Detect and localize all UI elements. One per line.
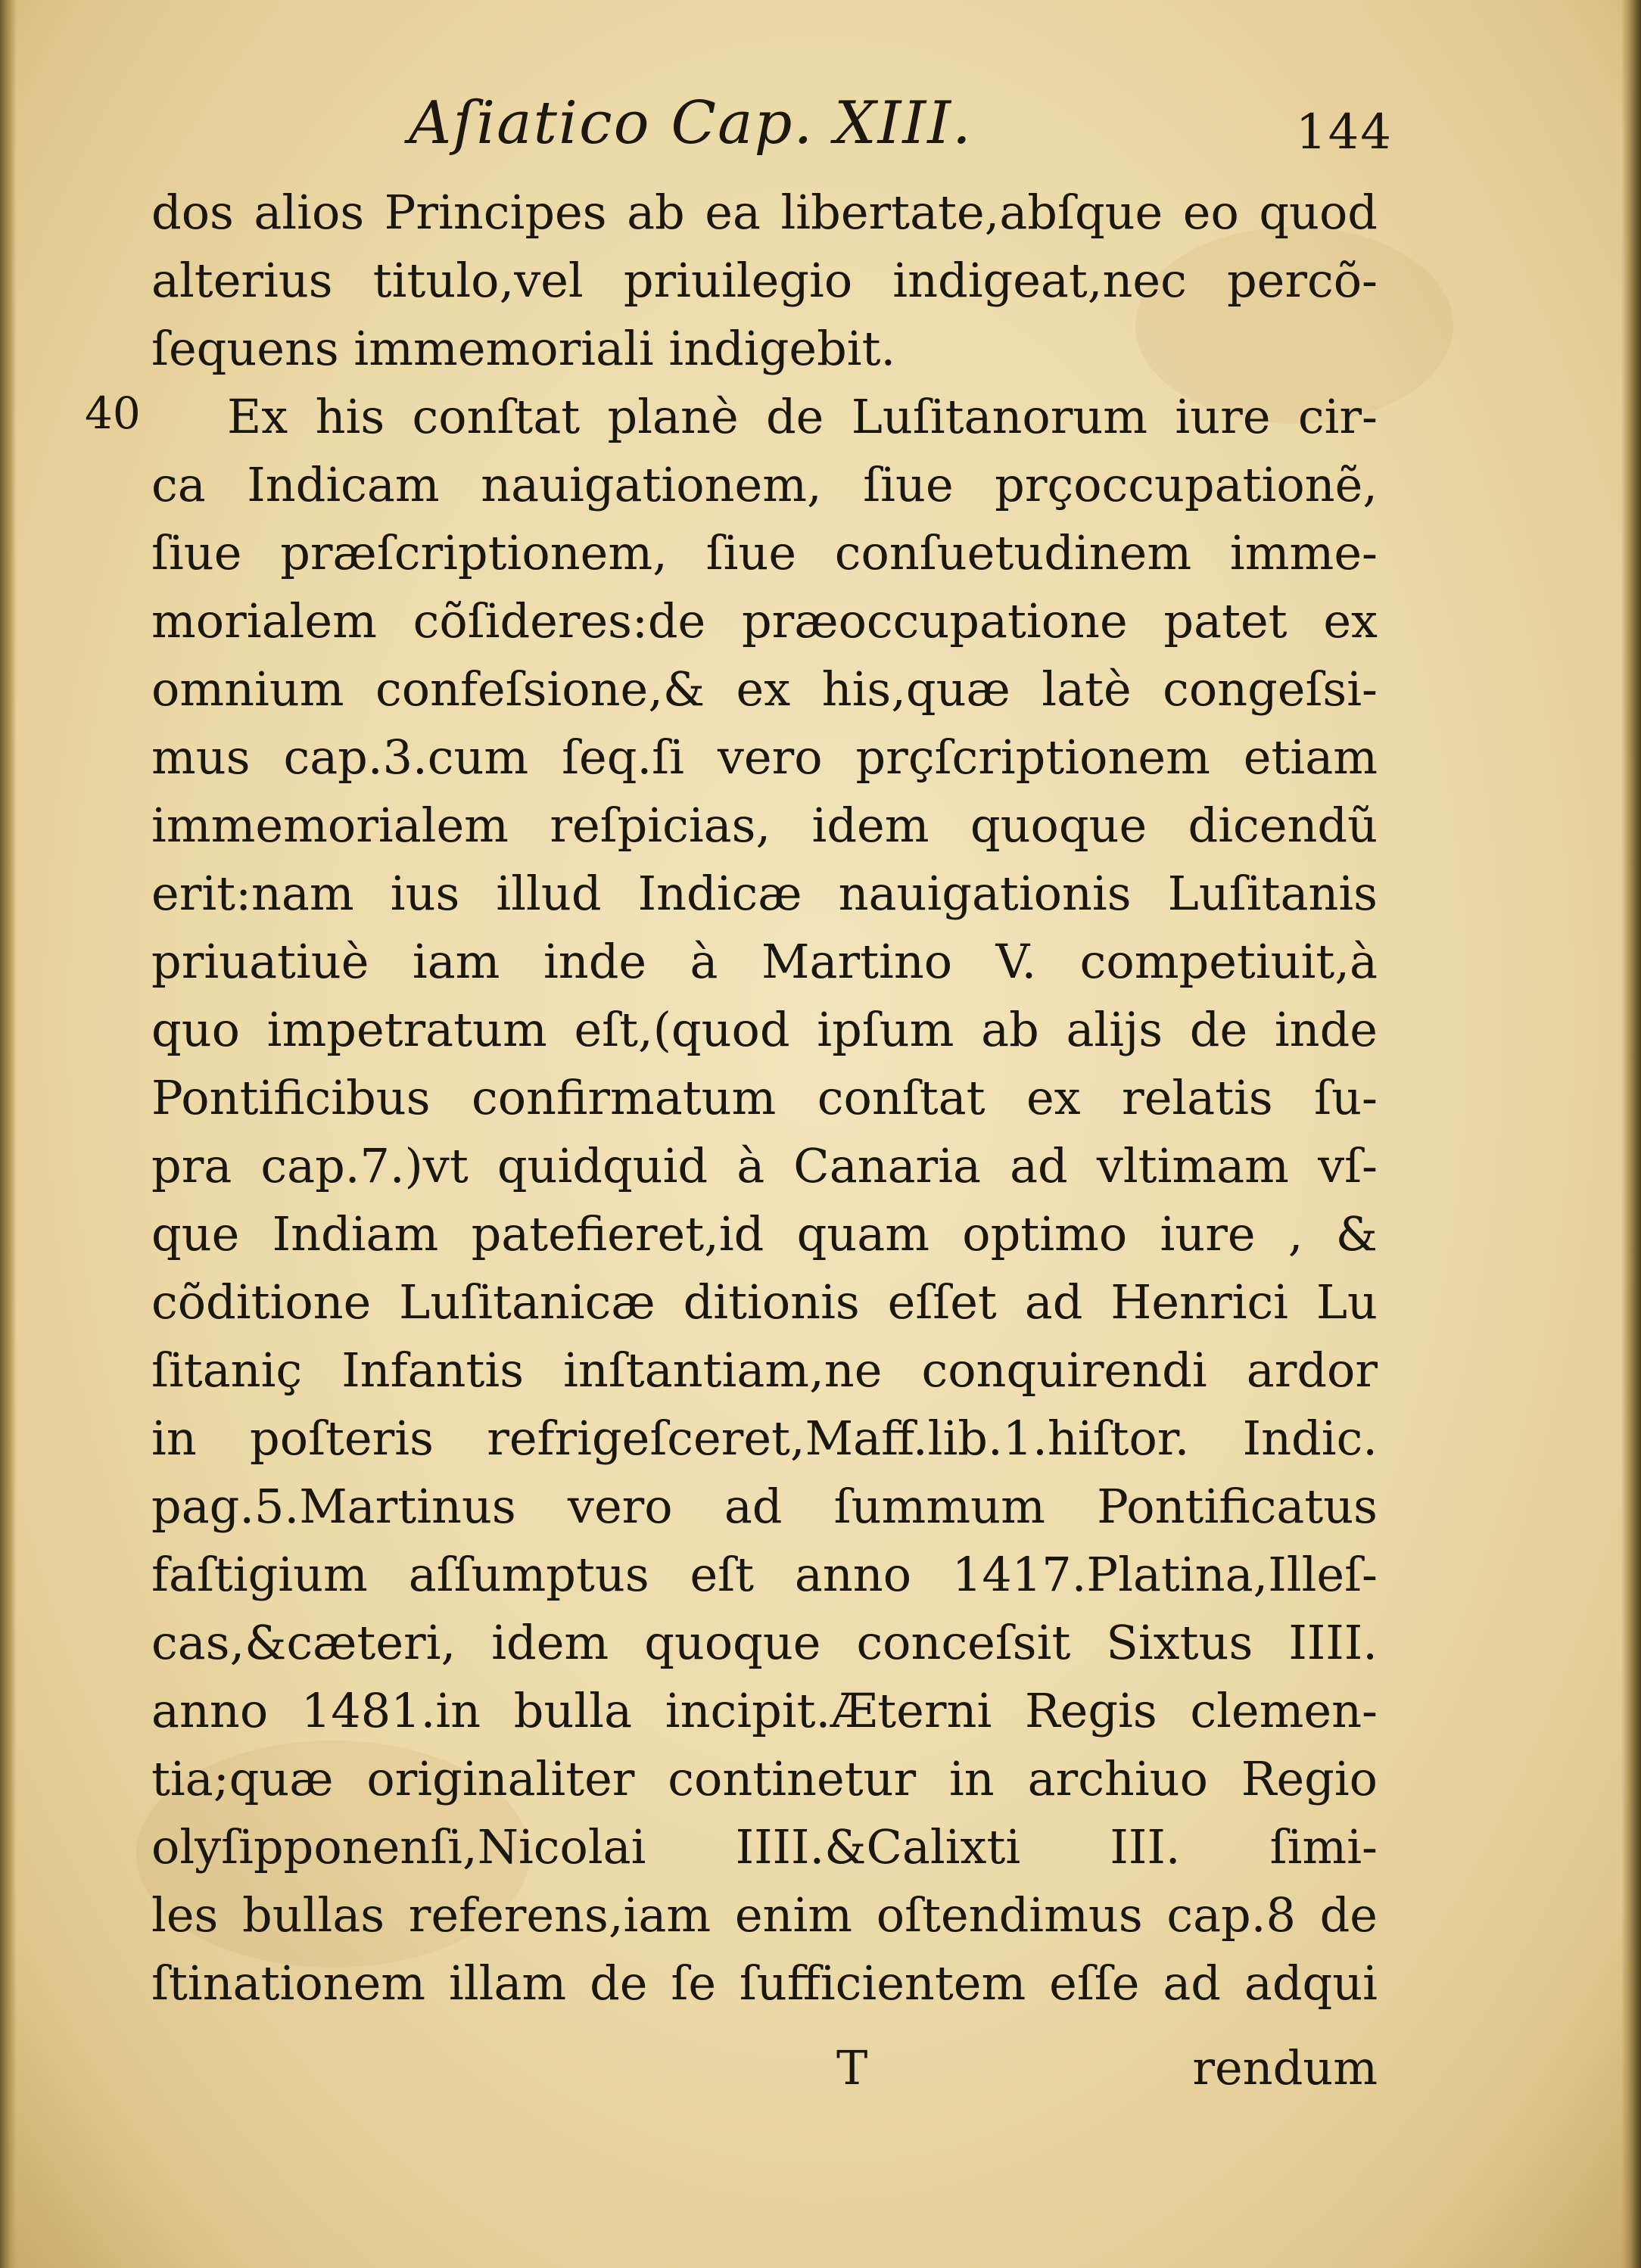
page-header	[151, 89, 1393, 173]
text-line: faſtigium aſſumptus eſt anno 1417.Platina,Illeſ-	[151, 1547, 1378, 1602]
page-edge-right	[1621, 0, 1641, 2268]
text-line: ſiue præſcriptionem, ſiue conſuetudinem imme-	[151, 525, 1378, 580]
body-text	[151, 179, 1378, 2018]
text-line: dos alios Principes ab ea libertate,abſque eo quod	[151, 185, 1378, 240]
text-line: priuatiuè iam inde à Martino V. competiuit,à	[151, 934, 1378, 989]
text-line: alterius titulo,vel priuilegio indigeat,nec percõ-	[151, 253, 1378, 308]
margin-section-number: 40	[85, 387, 141, 439]
text-line: mus cap.3.cum ſeq.ſi vero prçſcriptionem etiam	[151, 730, 1378, 785]
catchword: rendum	[1192, 2040, 1378, 2095]
text-line: tia;quæ originaliter continetur in archiuo Regio	[151, 1751, 1378, 1806]
text-line: ſtinationem illam de ſe ſufficientem eſſe ad adqui	[151, 1955, 1378, 2011]
text-line: omnium confeſsione,& ex his,quæ latè congeſsi-	[151, 661, 1378, 717]
text-line: cas,&cæteri, idem quoque conceſsit Sixtus IIII.	[151, 1615, 1378, 1670]
text-line: cõditione Luſitanicæ ditionis eſſet ad Henrici Lu	[151, 1274, 1378, 1330]
text-line: ſitaniç Infantis inſtantiam,ne conquirendi ardor	[151, 1342, 1378, 1398]
text-line: les bullas referens,iam enim oſtendimus cap.8 de	[151, 1887, 1378, 1943]
signature-mark: T	[836, 2040, 868, 2095]
text-line: Ex his conſtat planè de Luſitanorum iure cir-	[227, 389, 1378, 444]
page-footer	[151, 2040, 1378, 2108]
text-line: ca Indicam nauigationem, ſiue prçoccupationẽ,	[151, 457, 1378, 512]
text-line: quo impetratum eſt,(quod ipſum ab alijs de inde	[151, 1002, 1378, 1057]
text-line: ſequens immemoriali indigebit.	[151, 321, 896, 376]
text-line: in poſteris refrigeſceret,Maff.lib.1.hiſtor. Indic.	[151, 1411, 1378, 1466]
text-line: anno 1481.in bulla incipit.Æterni Regis clemen-	[151, 1683, 1378, 1738]
text-line: erit:nam ius illud Indicæ nauigationis Luſitanis	[151, 866, 1378, 921]
text-line: Pontificibus confirmatum conſtat ex relatis ſu-	[151, 1070, 1378, 1125]
text-line: que Indiam patefieret,id quam optimo iure , &	[151, 1206, 1378, 1262]
page-edge-left	[0, 0, 17, 2268]
page-number: 144	[1295, 104, 1393, 160]
text-line: pra cap.7.)vt quidquid à Canaria ad vltimam vſ-	[151, 1138, 1378, 1193]
text-line: morialem cõſideres:de præoccupatione patet ex	[151, 593, 1378, 649]
text-line: olyſipponenſi,Nicolai IIII.&Calixti III. ſimi-	[151, 1819, 1378, 1874]
text-line: pag.5.Martinus vero ad ſummum Pontificatus	[151, 1479, 1378, 1534]
running-head: Aſiatico Cap. XIII.	[409, 89, 973, 157]
text-line: immemorialem reſpicias, idem quoque dicendũ	[151, 798, 1378, 853]
